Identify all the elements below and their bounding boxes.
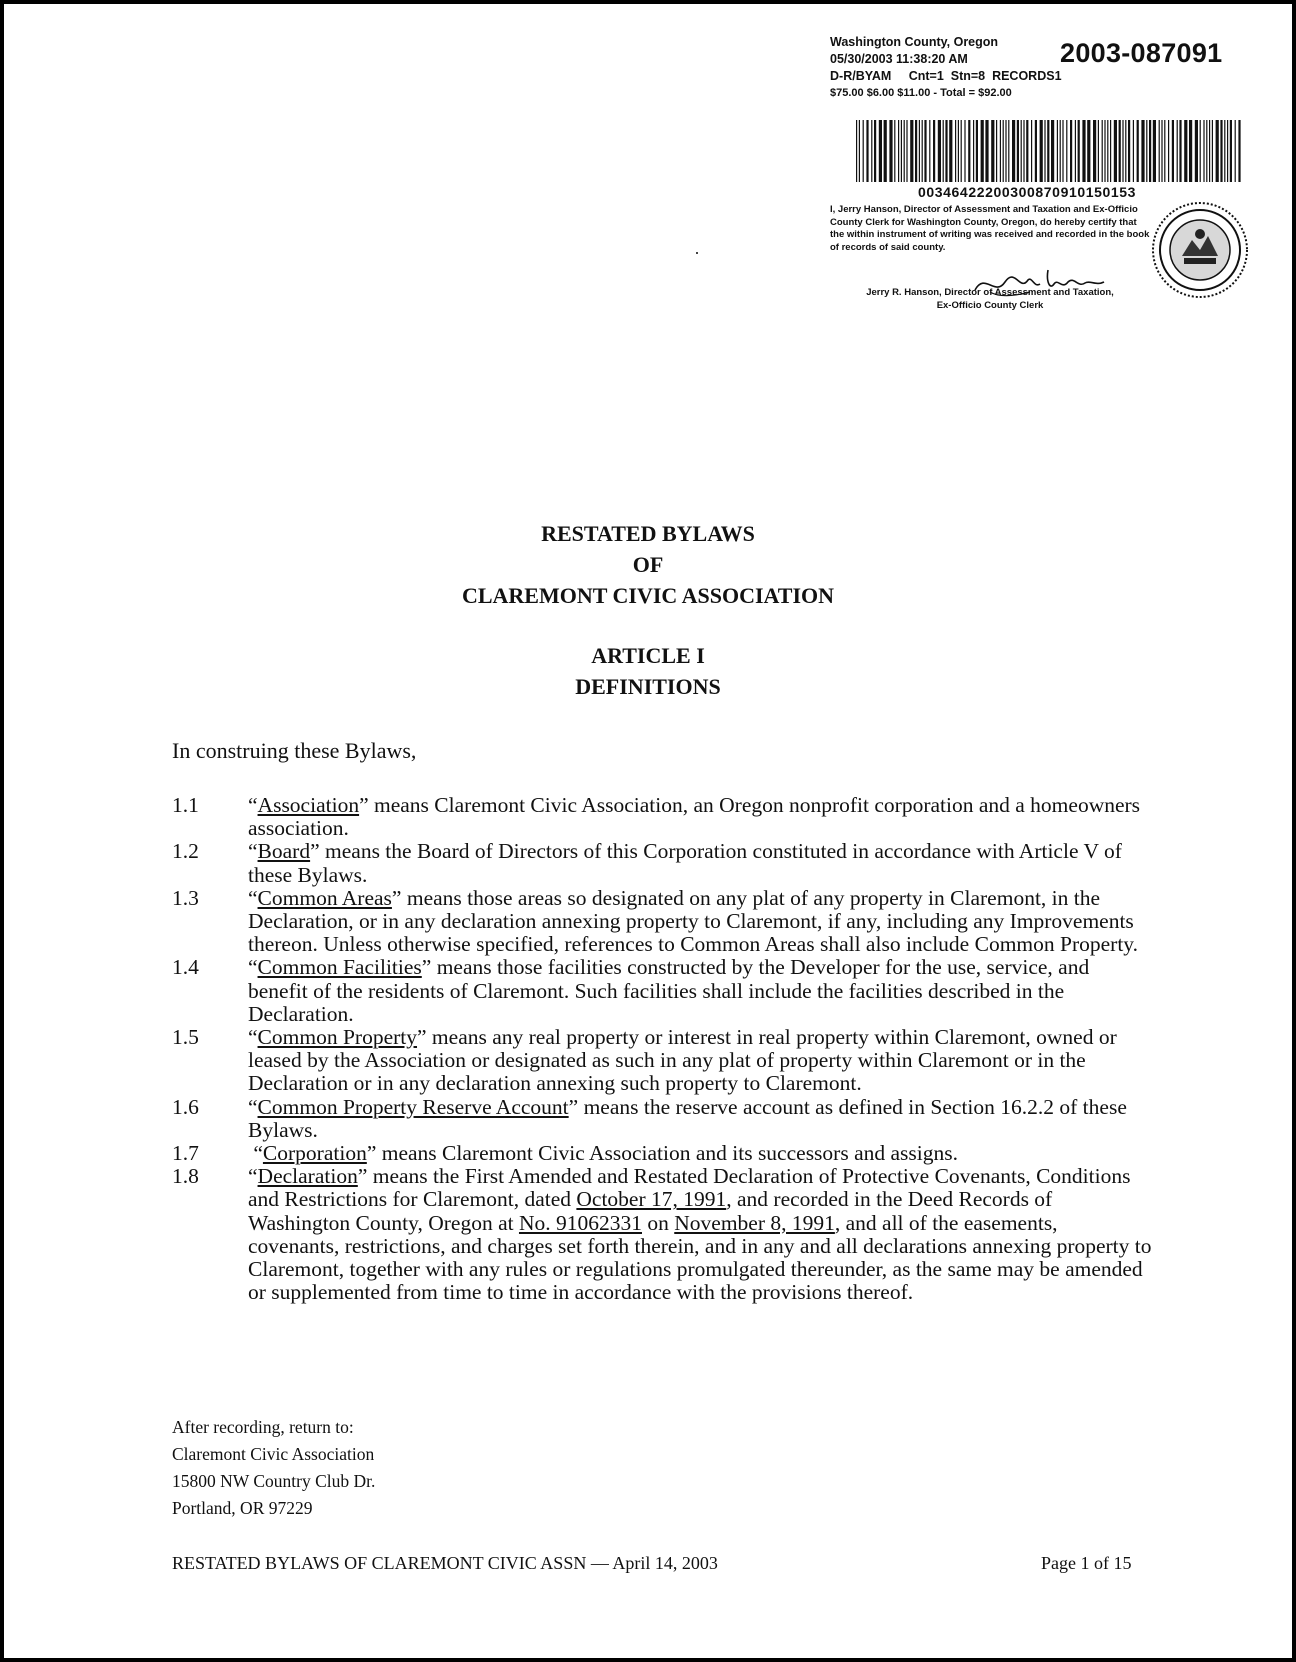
- barcode-bar: [1035, 120, 1037, 182]
- barcode-bar: [1172, 120, 1174, 182]
- definition-number: 1.5: [172, 1025, 199, 1050]
- barcode-bar: [1047, 120, 1049, 182]
- definition-number: 1.1: [172, 793, 199, 817]
- definition-number: 1.7: [172, 1141, 199, 1166]
- barcode-bar: [1125, 120, 1126, 182]
- barcode-bar: [1051, 120, 1054, 182]
- barcode-bar: [856, 120, 857, 182]
- barcode-bar: [1216, 120, 1219, 182]
- barcode-bar: [1062, 120, 1063, 182]
- barcode-bar: [1235, 120, 1236, 182]
- barcode-bar: [1066, 120, 1067, 182]
- barcode-bar: [1184, 120, 1187, 182]
- article-name: DEFINITIONS: [575, 674, 721, 699]
- definition-text: “Common Property Reserve Account” means the reserve account as defined in Section 16.2.2 of these Bylaws.: [248, 1094, 1127, 1142]
- barcode-bar: [1060, 120, 1061, 182]
- record-number: 2003-087091: [1060, 38, 1223, 68]
- definition-item: [172, 1142, 1152, 1165]
- barcode-bar: [958, 120, 959, 182]
- definition-number: 1.4: [172, 955, 199, 980]
- barcode-bar: [1021, 120, 1022, 182]
- barcode-bar: [964, 120, 965, 182]
- barcode-bar: [1224, 120, 1225, 182]
- definition-item: [172, 1165, 1152, 1304]
- barcode-bar: [922, 120, 923, 182]
- barcode-number: 00346422200300870910150153: [918, 184, 1137, 200]
- title-line-3: CLAREMONT CIVIC ASSOCIATION: [461, 583, 835, 608]
- barcode-bar: [1075, 120, 1076, 182]
- defined-term: Common Property: [257, 1025, 418, 1050]
- defined-term: Common Facilities: [257, 955, 422, 980]
- barcode-bar: [1114, 120, 1117, 182]
- barcode-bar: [1137, 120, 1139, 182]
- barcode-bar: [945, 120, 947, 182]
- barcode-bar: [901, 120, 902, 182]
- defined-term: Common Property Reserve Account: [257, 1094, 569, 1119]
- barcode-bar: [1031, 120, 1032, 182]
- barcode-bar: [1122, 120, 1123, 182]
- barcode-bar: [874, 120, 876, 182]
- barcode-bar: [1078, 120, 1080, 182]
- barcode-bar: [1005, 120, 1006, 182]
- barcode-bar: [1119, 120, 1121, 182]
- title-line-1: RESTATED BYLAWS: [541, 521, 755, 546]
- barcode-bar: [1082, 120, 1085, 182]
- definition-text: “Declaration” means the First Amended and Restated Declaration of Protective Covenants, Conditions and Restrictions for Claremont, dated October 17, 1991, and recorded in the Deed Records of Washington County, Oregon at No. 91062331 on November 8, 1991, and all of the easements, covenants, restrictions, and charges set forth therein, and in any and all declarations annexing property to Claremont, together with any rules or regulations promulgated thereunder, as the same may be amended or supplemented from time to time in accordance with the provisions thereof.: [248, 1164, 1152, 1305]
- defined-term: Corporation: [262, 1141, 367, 1166]
- barcode-bar: [1153, 120, 1156, 182]
- defined-term: Common Areas: [257, 885, 392, 910]
- document-title: [4, 518, 1292, 611]
- definition-text: “Common Areas” means those areas so designated on any plat of any property in Claremont, in the Declaration, or in any declaration annexing property to Claremont, if any, including any Improvements thereon. Unless otherwise specified, references to Common Areas shall also include Common Property.: [248, 885, 1139, 957]
- barcode-bar: [976, 120, 978, 182]
- defined-term: Board: [257, 839, 311, 864]
- return-address: [172, 1414, 375, 1522]
- barcode-bar: [955, 120, 956, 182]
- stamp-fees: $75.00 $6.00 $11.00 - Total = $92.00: [830, 87, 1012, 99]
- definition-text: “Association” means Claremont Civic Association, an Oregon nonprofit corporation and a homeowners association.: [248, 793, 1141, 841]
- definition-text: “Board” means the Board of Directors of this Corporation constituted in accordance with Article V of these Bylaws.: [248, 839, 1122, 887]
- barcode-bar: [938, 120, 941, 182]
- barcode-bar: [1040, 120, 1043, 182]
- title-line-2: OF: [632, 552, 664, 577]
- barcode-bar: [1161, 120, 1162, 182]
- definition-number: 1.6: [172, 1094, 199, 1119]
- barcode-bar: [871, 120, 872, 182]
- barcode-bar: [1008, 120, 1009, 182]
- barcode-bar: [933, 120, 935, 182]
- intro-text: In construing these Bylaws,: [172, 738, 417, 763]
- definition-text: “Common Facilities” means those facilities constructed by the Developer for the use, service, and benefit of the residents of Claremont. Such facilities shall include the facilities described in the Declaration.: [248, 955, 1090, 1026]
- barcode-bar: [1203, 120, 1204, 182]
- definition-item: [172, 887, 1152, 957]
- definition-text: “Corporation” means Claremont Civic Association and its successors and assigns.: [248, 1141, 958, 1166]
- barcode-bar: [1012, 120, 1015, 182]
- barcode-bar: [1168, 120, 1169, 182]
- definition-item: [172, 840, 1152, 886]
- barcode-bar: [1107, 120, 1108, 182]
- barcode-bar: [1146, 120, 1147, 182]
- director-credit: [830, 287, 1150, 312]
- page-number: Page 1 of 15: [1041, 1553, 1132, 1573]
- barcode-bar: [991, 120, 994, 182]
- barcode-bar: [1104, 120, 1105, 182]
- barcode-bar: [879, 120, 882, 182]
- barcode-bar: [1102, 120, 1103, 182]
- barcode-bar: [985, 120, 988, 182]
- barcode-bar: [910, 120, 913, 182]
- barcode-bar: [884, 120, 887, 182]
- barcode-bar: [1110, 120, 1111, 182]
- barcode-bar: [1206, 120, 1207, 182]
- barcode-bar: [924, 120, 926, 182]
- barcode-bar: [904, 120, 905, 182]
- barcode-bar: [973, 120, 974, 182]
- barcode-bar: [1133, 120, 1134, 182]
- article-heading: [4, 640, 1292, 702]
- barcode-bar: [1026, 120, 1028, 182]
- definition-number: 1.8: [172, 1164, 199, 1189]
- barcode-bar: [1141, 120, 1144, 182]
- barcode-bar: [919, 120, 920, 182]
- definition-text: “Common Property” means any real property or interest in real property within Claremont, owned or leased by the Association or designated as such in any plat of property within Claremont or in the Declaration or in any declaration annexing such property to Claremont.: [248, 1025, 1117, 1096]
- barcode-bar: [906, 120, 907, 182]
- definition-item: [172, 956, 1152, 1026]
- barcode-bar: [1044, 120, 1045, 182]
- barcode-bar: [1230, 120, 1232, 182]
- barcode-bar: [1200, 120, 1201, 182]
- barcode-bar: [1057, 120, 1058, 182]
- barcode-bar: [1017, 120, 1019, 182]
- definitions-list: [172, 794, 1152, 1304]
- barcode-bar: [1220, 120, 1222, 182]
- defined-term: Declaration: [257, 1164, 358, 1189]
- return-line-2: Claremont Civic Association: [172, 1444, 375, 1464]
- definition-item: [172, 1096, 1152, 1142]
- recording-number: No. 91062331: [518, 1210, 642, 1235]
- barcode-bar: [1003, 120, 1004, 182]
- barcode-bar: [894, 120, 895, 182]
- director-line-1: Jerry R. Hanson, Director of Assessment and Taxation,: [866, 287, 1114, 298]
- county-seal-icon: [1150, 200, 1250, 300]
- recording-date: November 8, 1991: [674, 1210, 835, 1235]
- barcode-bar: [1212, 120, 1213, 182]
- barcode-bar: [859, 120, 860, 182]
- return-line-1: After recording, return to:: [172, 1417, 354, 1437]
- barcode-bar: [915, 120, 917, 182]
- barcode-bar: [1098, 120, 1099, 182]
- barcode-bar: [1159, 120, 1160, 182]
- stamp-datetime: 05/30/2003 11:38:20 AM: [830, 52, 968, 66]
- definition-item: [172, 794, 1152, 840]
- barcode-bar: [863, 120, 864, 182]
- scan-speck: [696, 252, 698, 254]
- definition-item: [172, 1026, 1152, 1096]
- return-line-4: Portland, OR 97229: [172, 1498, 313, 1518]
- barcode-bar: [1209, 120, 1210, 182]
- barcode-bar: [961, 120, 962, 182]
- director-line-2: Ex-Officio County Clerk: [936, 299, 1044, 311]
- barcode-bar: [929, 120, 930, 182]
- article-number: ARTICLE I: [591, 643, 705, 668]
- barcode-bar: [898, 120, 899, 182]
- barcode-bar: [1000, 120, 1001, 182]
- return-line-3: 15800 NW Country Club Dr.: [172, 1471, 376, 1491]
- barcode-bar: [1179, 120, 1181, 182]
- stamp-county: Washington County, Oregon: [830, 35, 999, 49]
- barcode-bar: [866, 120, 868, 182]
- footer-title: RESTATED BYLAWS OF CLAREMONT CIVIC ASSN — April 14, 2003: [172, 1553, 718, 1573]
- barcode-bar: [1023, 120, 1024, 182]
- certification-text: I, Jerry Hanson, Director of Assessment and Taxation and Ex-Officio County Clerk for Washington County, Oregon, do hereby certify that the within instrument of writing was received and recorded in the book of records of said county.: [830, 204, 1150, 253]
- defined-term: Association: [257, 793, 360, 817]
- definition-number: 1.2: [172, 839, 199, 864]
- barcode-bar: [1227, 120, 1228, 182]
- barcode-bar: [1149, 120, 1151, 182]
- barcode-bar: [1238, 120, 1240, 182]
- barcode-bar: [981, 120, 984, 182]
- barcode-bar: [996, 120, 997, 182]
- barcode: [854, 120, 1244, 192]
- barcode-bar: [1164, 120, 1165, 182]
- barcode-bar: [1189, 120, 1192, 182]
- barcode-bar: [889, 120, 892, 182]
- barcode-bar: [1070, 120, 1072, 182]
- definition-number: 1.3: [172, 885, 199, 910]
- barcode-bar: [1093, 120, 1096, 182]
- barcode-bar: [1087, 120, 1090, 182]
- barcode-bar: [943, 120, 944, 182]
- barcode-bar: [968, 120, 970, 182]
- recording-stamp: [830, 34, 1270, 311]
- barcode-bar: [1177, 120, 1178, 182]
- stamp-codes: D-R/BYAM Cnt=1 Stn=8 RECORDS1: [830, 69, 1062, 83]
- declaration-date: October 17, 1991: [576, 1187, 727, 1212]
- barcode-bar: [1195, 120, 1198, 182]
- barcode-bar: [1128, 120, 1130, 182]
- barcode-bar: [949, 120, 952, 182]
